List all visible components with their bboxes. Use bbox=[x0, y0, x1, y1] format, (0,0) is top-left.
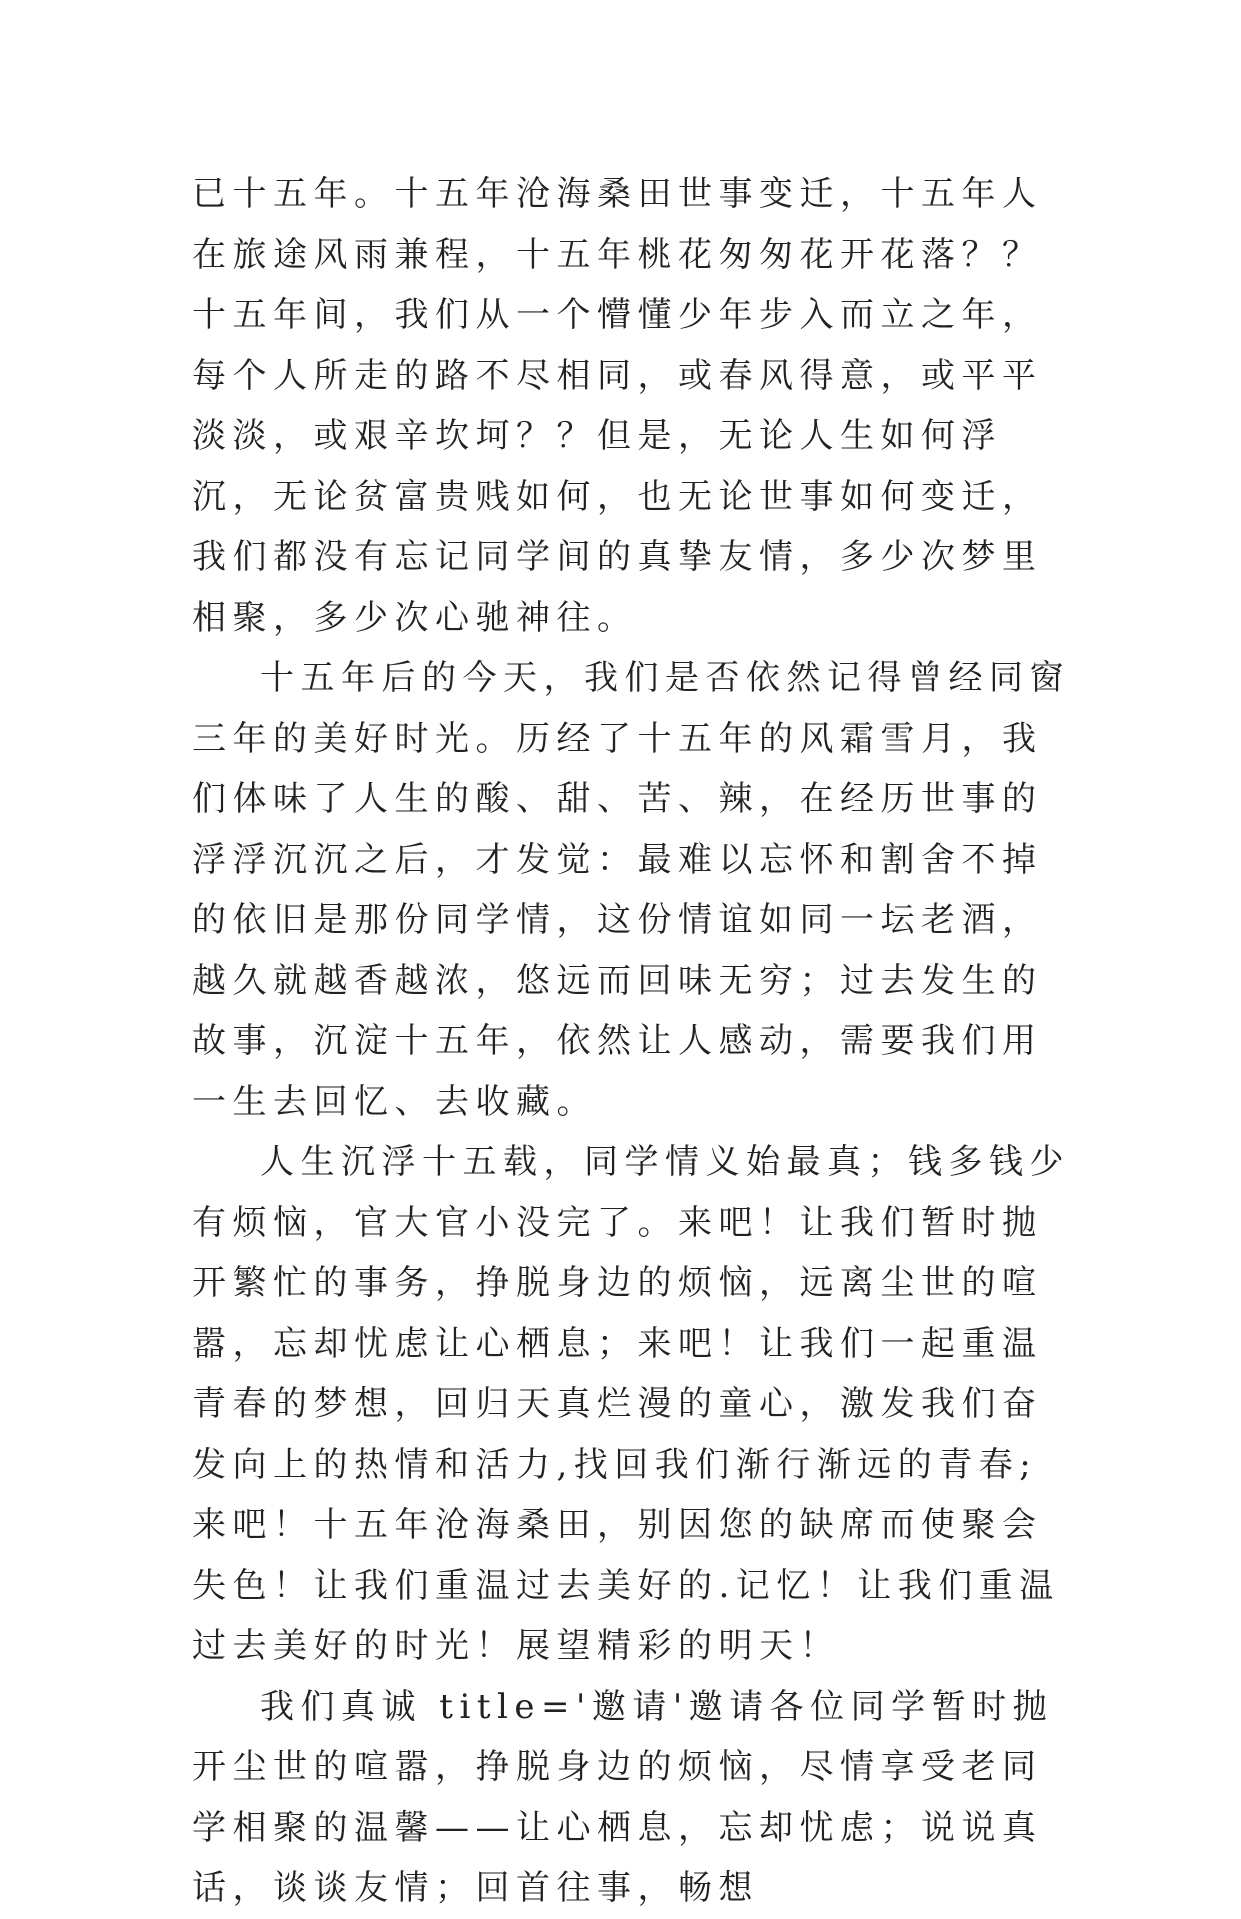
paragraph-3: 人生沉浮十五载，同学情义始最真；钱多钱少有烦恼，官大官小没完了。来吧！让我们暂时抛开繁忙的事务，挣脱身边的烦恼，远离尘世的喧嚣，忘却忧虑让心栖息；来吧！让我们一起重温青春的梦想，回归天真烂漫的童心，激发我们奋发向上的热情和活力,找回我们渐行渐远的青春;来吧！十五年沧海桑田，别因您的缺席而使聚会失色！让我们重温过去美好的.记忆！让我们重温过去美好的时光！展望精彩的明天！ bbox=[192, 1142, 1070, 1666]
paragraph-2: 十五年后的今天，我们是否依然记得曾经同窗三年的美好时光。历经了十五年的风霜雪月，我们体味了人生的酸、甜、苦、辣，在经历世事的浮浮沉沉之后，才发觉：最难以忘怀和割舍不掉的依旧是那份同学情，这份情谊如同一坛老酒，越久就越香越浓，悠远而回味无穷；过去发生的故事，沉淀十五年，依然让人感动，需要我们用一生去回忆、去收藏。 bbox=[192, 658, 1070, 1122]
paragraph-1: 已十五年。十五年沧海桑田世事变迁，十五年人在旅途风雨兼程，十五年桃花匆匆花开花落？？十五年间，我们从一个懵懂少年步入而立之年，每个人所走的路不尽相同，或春风得意，或平平淡淡，或艰辛坎坷？？但是，无论人生如何浮沉，无论贫富贵贱如何，也无论世事如何变迁，我们都没有忘记同学间的真挚友情，多少次梦里相聚，多少次心驰神往。 bbox=[192, 174, 1043, 638]
document-body bbox=[192, 164, 1072, 1919]
paragraph-4: 我们真诚 title='邀请'邀请各位同学暂时抛开尘世的喧嚣，挣脱身边的烦恼，尽情享受老同学相聚的温馨——让心栖息，忘却忧虑；说说真话，谈谈友情；回首往事，畅想 bbox=[192, 1686, 1054, 1908]
